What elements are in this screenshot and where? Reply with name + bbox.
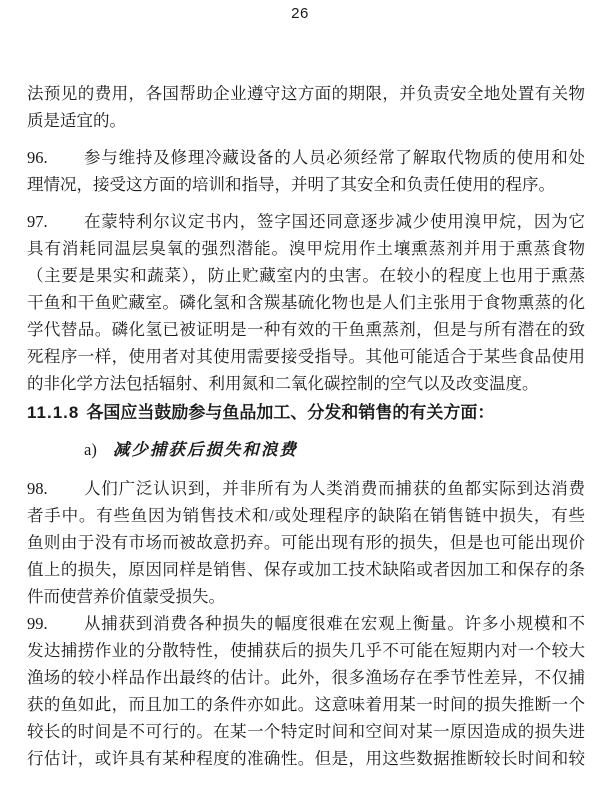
section-heading-11-1-8 — [27, 399, 585, 426]
paragraph-line: 法预见的费用，各国帮助企业遵守这方面的期限，并负责安全地处置有关物 — [27, 84, 585, 103]
paragraph-number: 99. — [27, 614, 48, 633]
paragraph-continuation — [27, 80, 585, 134]
list-item-marker: a) — [84, 440, 97, 459]
list-item-a — [27, 436, 585, 463]
paragraph-line: 渔场的较小样品作出最终的估计。此外，很多渔场存在季节性差异，不仅捕 — [27, 668, 585, 687]
paragraph-line: 件而使营养价值蒙受损失。 — [27, 587, 225, 606]
paragraph-line: 理情况，接受这方面的培训和指导，并明了其安全和负责任使用的程序。 — [27, 175, 555, 194]
page-number: 26 — [291, 5, 309, 22]
paragraph-line: 从捕获到消费各种损失的幅度很难在宏观上衡量。许多小规模和不 — [84, 614, 585, 633]
paragraph-line: 干鱼和干鱼贮藏室。磷化氢和含羰基硫化物也是人们主张用于食物熏蒸的化 — [27, 293, 585, 312]
paragraph-97 — [27, 208, 585, 397]
paragraph-line: 发达捕捞作业的分散特性，使捕获后的损失几乎不可能在短期内对一个较大 — [27, 641, 585, 660]
paragraph-line: 质是适宜的。 — [27, 111, 126, 130]
paragraph-98 — [27, 475, 585, 610]
paragraph-line: 死程序一样，使用者对其使用需要接受指导。其他可能适合于某些食品使用 — [27, 347, 585, 366]
paragraph-line: 具有消耗同温层臭氧的强烈潜能。溴甲烷用作土壤熏蒸剂并用于熏蒸食物 — [27, 239, 585, 258]
paragraph-99 — [27, 610, 585, 772]
paragraph-line: 较长的时间是不可行的。在某一个特定时间和空间对某一原因造成的损失进 — [27, 722, 585, 741]
document-body — [27, 80, 585, 772]
paragraph-line: 行估计，或许具有某种程度的准确性。但是，用这些数据推断较长时间和较 — [27, 749, 585, 768]
list-item-text: 减少捕获后损失和浪费 — [112, 440, 298, 459]
paragraph-line: 获的鱼如此，而且加工的条件亦如此。这意味着用某一时间的损失推断一个 — [27, 695, 585, 714]
paragraph-line: 的非化学方法包括辐射、利用氮和二氧化碳控制的空气以及改变温度。 — [27, 374, 539, 393]
paragraph-number: 97. — [27, 212, 48, 231]
paragraph-number: 98. — [27, 479, 48, 498]
heading-text: 各国应当鼓励参与鱼品加工、分发和销售的有关方面： — [86, 403, 495, 422]
paragraph-line: 人们广泛认识到，并非所有为人类消费而捕获的鱼都实际到达消费 — [84, 479, 585, 498]
paragraph-line: 鱼则由于没有市场而被故意扔弃。可能出现有形的损失，但是也可能出现价 — [27, 533, 585, 552]
paragraph-line: （主要是果实和蔬菜），防止贮藏室内的虫害。在较小的程度上也用于熏蒸 — [27, 266, 585, 285]
paragraph-96 — [27, 144, 585, 198]
paragraph-line: 值上的损失，原因同样是销售、保存或加工技术缺陷或者因加工和保存的条 — [27, 560, 585, 579]
paragraph-number: 96. — [27, 148, 48, 167]
paragraph-line: 学代替品。磷化氢已被证明是一种有效的干鱼熏蒸剂，但是与所有潜在的致 — [27, 320, 585, 339]
paragraph-line: 参与维持及修理冷藏设备的人员必须经常了解取代物质的使用和处 — [84, 148, 585, 167]
paragraph-line: 者手中。有些鱼因为销售技术和/或处理程序的缺陷在销售链中损失，有些 — [27, 506, 585, 525]
heading-number: 11.1.8 — [27, 403, 80, 422]
paragraph-line: 在蒙特利尔议定书内，签字国还同意逐步减少使用溴甲烷，因为它 — [84, 212, 585, 231]
